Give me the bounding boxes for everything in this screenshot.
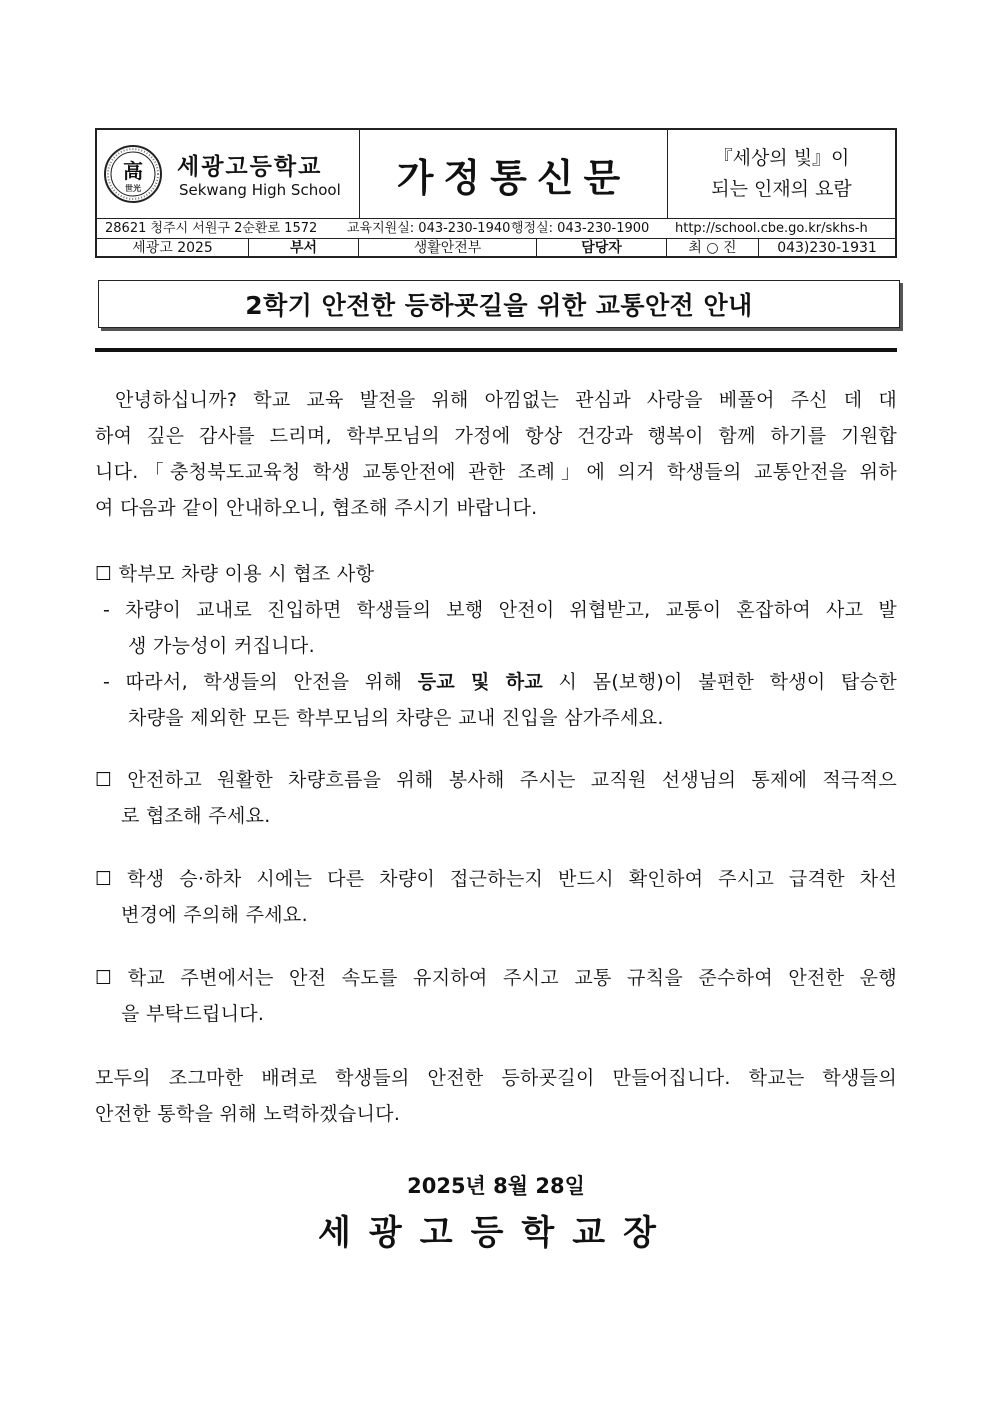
section-4-line-1: ☐ 학교 주변에서는 안전 속도를 유지하여 주시고 교통 규칙을 준수하여 안전한 운행: [95, 967, 897, 989]
issue-date: 2025년 8월 28일: [407, 1174, 585, 1198]
letterhead: [95, 128, 897, 258]
school-cell: [97, 130, 360, 218]
section-4: [95, 960, 897, 1032]
meta-row: [97, 239, 895, 258]
closing-paragraph: [95, 1060, 897, 1132]
closing-line-2: 안전한 통학을 위해 노력하겠습니다.: [95, 1103, 401, 1125]
doc-title-cell: [360, 130, 668, 218]
motto-line-2: 되는 인재의 요람: [711, 178, 852, 200]
closing-line-1: 모두의 조그마한 배려로 학생들의 안전한 등하굣길이 만들어집니다. 학교는 학생들의: [95, 1067, 897, 1089]
website-link[interactable]: http://school.cbe.go.kr/skhs-h: [675, 221, 868, 236]
address: 28621 청주시 서원구 2순환로 1572: [105, 221, 318, 236]
phone: 043)230-1931: [777, 240, 877, 256]
section-1-item-1-line-1: - 차량이 교내로 진입하면 학생들의 보행 안전이 위협받고, 교통이 혼잡하여 사고 발: [103, 599, 897, 621]
contact-row: [97, 219, 895, 239]
intro-line-1: 안녕하십니까? 학교 교육 발전을 위해 아낌없는 관심과 사랑을 베풀어 주신 데 대: [115, 389, 897, 411]
section-1-item-2-pre: - 따라서, 학생들의 안전을 위해: [103, 671, 418, 693]
doc-number: 세광고 2025: [97, 239, 249, 258]
section-2: [95, 762, 897, 834]
school-name-kr: 세광고등학교: [177, 154, 323, 180]
admin-office-phone: 행정실: 043-230-1900: [511, 221, 650, 236]
principal-signature: 세광고등학교장: [318, 1213, 674, 1253]
divider: [95, 348, 897, 352]
edu-support-phone: 교육지원실: 043-230-1940: [347, 221, 511, 236]
section-1-item-2-line-2: 차량을 제외한 모든 학부모님의 차량은 교내 진입을 삼가주세요.: [128, 707, 664, 729]
section-1-item-2-post: 시 몸(보행)이 불편한 학생이 탑승한: [543, 671, 898, 693]
section-2-line-1: ☐ 안전하고 원활한 차량흐름을 위해 봉사해 주시는 교직원 선생님의 통제에 적극적으: [95, 769, 897, 791]
section-1: [95, 556, 897, 736]
intro-line-2: 하여 깊은 감사를 드리며, 학부모님의 가정에 항상 건강과 행복이 함께 하기를 기원합: [95, 425, 897, 447]
school-name-en: Sekwang High School: [179, 181, 341, 199]
notice-title-box: [98, 280, 900, 328]
manager-label: 담당자: [537, 239, 667, 258]
intro-line-3: 니다.「충청북도교육청 학생 교통안전에 관한 조례」에 의거 학생들의 교통안전을 위하: [95, 461, 897, 483]
section-2-line-2: 로 협조해 주세요.: [121, 805, 271, 827]
intro-paragraph: [95, 382, 897, 526]
dept-value: 생활안전부: [359, 239, 537, 258]
intro-line-4: 여 다음과 같이 안내하오니, 협조해 주시기 바랍니다.: [95, 497, 538, 519]
dept-label: 부서: [249, 239, 359, 258]
doc-title: 가정통신문: [396, 155, 631, 200]
notice-title: 2학기 안전한 등하굣길을 위한 교통안전 안내: [245, 291, 753, 320]
section-1-heading: ☐ 학부모 차량 이용 시 협조 사항: [95, 563, 375, 585]
section-3: [95, 861, 897, 933]
seal-bottom-text: 世光: [125, 184, 141, 193]
section-1-item-1-line-2: 생 가능성이 커집니다.: [128, 635, 315, 657]
section-3-line-2: 변경에 주의해 주세요.: [121, 904, 308, 926]
section-4-line-2: 을 부탁드립니다.: [121, 1003, 265, 1025]
motto-line-1: 『세상의 빛』이: [713, 147, 850, 169]
section-1-item-2-line-1: [95, 664, 897, 700]
section-1-item-2-bold: 등교 및 하교: [417, 671, 544, 693]
motto-cell: [668, 130, 895, 218]
letterhead-top-row: [97, 130, 895, 219]
seal-center-text: 高: [123, 159, 143, 183]
manager-value: 최 ○ 진: [667, 239, 759, 258]
section-3-line-1: ☐ 학생 승·하차 시에는 다른 차량이 접근하는지 반드시 확인하여 주시고 급격한 차선: [95, 868, 897, 890]
school-seal-icon: [103, 144, 163, 204]
